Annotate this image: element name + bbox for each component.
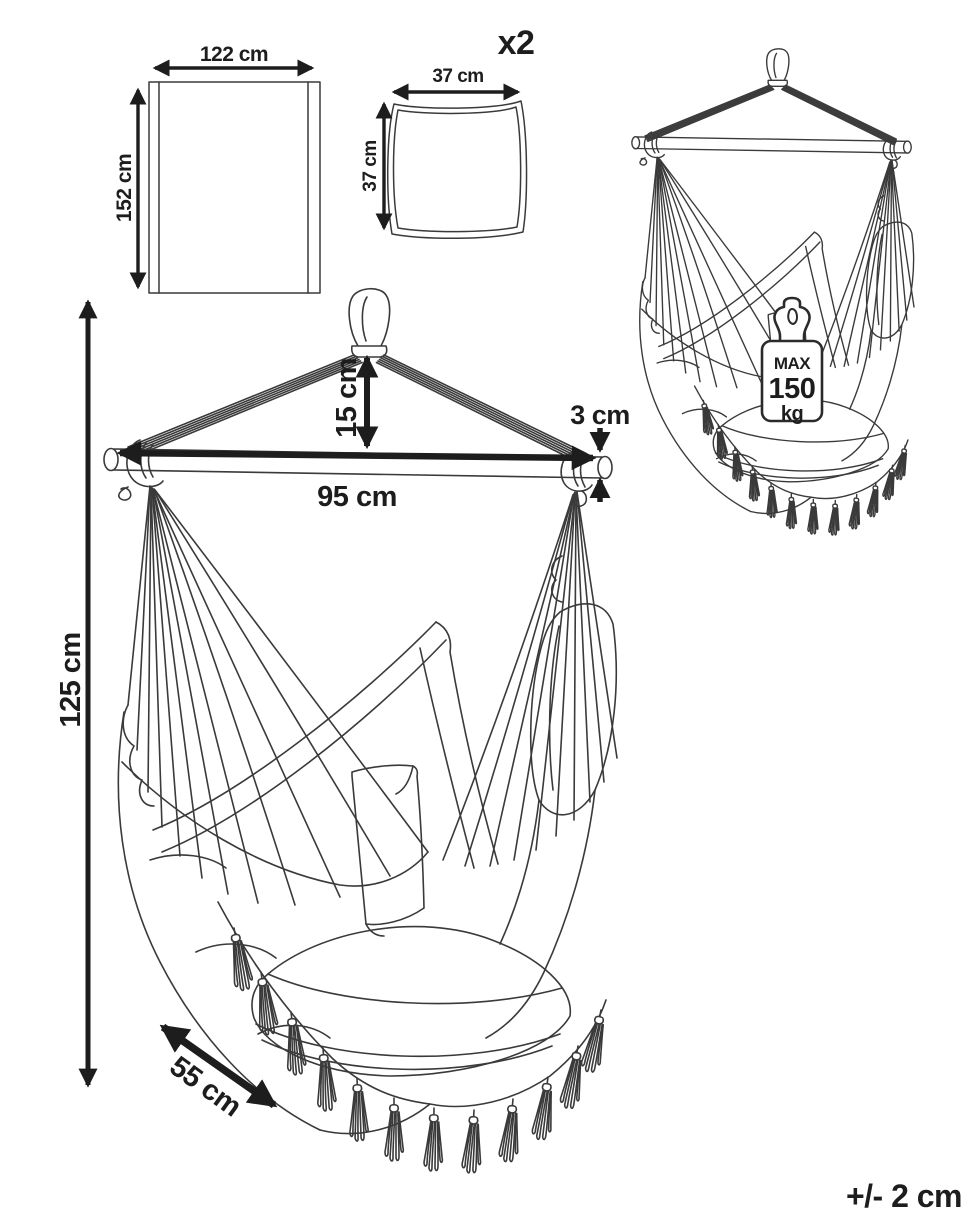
- fabric-panel-width-label: 122 cm: [199, 43, 269, 66]
- max-load-line1: MAX: [773, 354, 811, 373]
- bar-length-label: 95 cm: [317, 481, 397, 513]
- seat-depth-label: 55 cm: [163, 1050, 247, 1124]
- max-load-line3: kg: [780, 403, 804, 425]
- cushion-height-label: 37 cm: [360, 140, 381, 192]
- cushion-width-label: 37 cm: [432, 66, 484, 87]
- max-load-line2: 150: [768, 373, 816, 405]
- bar-length-arrow: [120, 453, 593, 513]
- fabric-panel-figure: [149, 82, 320, 293]
- cushion-count-label: x2: [497, 24, 535, 62]
- max-load-badge: [762, 298, 822, 425]
- cushion-height-arrow: [360, 104, 384, 228]
- tolerance-note: +/- 2 cm: [845, 1178, 962, 1213]
- total-height-arrow: [55, 302, 88, 1085]
- strap-height-arrow: [331, 358, 367, 446]
- cushion-width-arrow: [394, 66, 518, 92]
- fabric-panel-height-label: 152 cm: [113, 153, 136, 223]
- hanging-chair-small-illustration: [632, 49, 914, 536]
- bar-thickness-label: 3 cm: [570, 400, 630, 430]
- strap-height-label: 15 cm: [331, 358, 363, 438]
- total-height-label: 125 cm: [55, 632, 87, 728]
- fabric-panel-width-arrow: [155, 43, 312, 68]
- fabric-panel-height-arrow: [113, 90, 138, 287]
- cushion-figure: [388, 101, 527, 238]
- seat-depth-arrow: [163, 1027, 274, 1123]
